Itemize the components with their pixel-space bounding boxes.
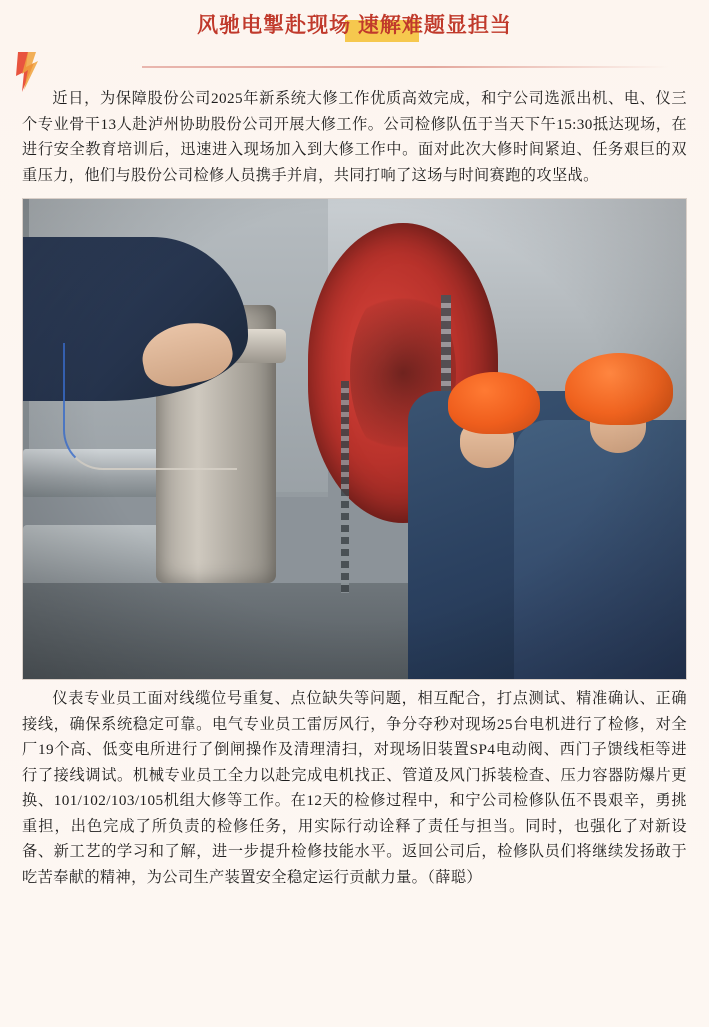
article-paragraph-2: 仪表专业员工面对线缆位号重复、点位缺失等问题，相互配合，打点测试、精准确认、正确接线，确保系统稳定可靠。电气专业员工雷厉风行，争分夺秒对现场25台电机进行了检修，对全厂19个高、低变电所进行了倒闸操作及清理清扫，对现场旧装置SP4电动阀、西门子馈线柜等进行了接线调试。机械专业员工全力以赴完成电机找正、管道及风门拆装检查、压力容器防爆片更换、101/102/103/105机组大修等工作。在12天的检修过程中，和宁公司检修队伍不畏艰辛，勇挑重担，出色完成了所负责的检修任务，用实际行动诠释了责任与担当。同时，也强化了对新设备、新工艺的学习和了解，进一步提升检修技能水平。返回公司后，检修队员们将继续发扬敢于吃苦奉献的精神，为公司生产装置安全稳定运行贡献力量。（薛聪）: [22, 690, 687, 886]
photo-scene: [23, 199, 686, 679]
ribbon-flame-icon: [14, 52, 44, 92]
title-wrapper: [197, 12, 512, 40]
article-header: [0, 0, 709, 86]
page-title: 风驰电掣赴现场 速解难题显担当: [197, 14, 512, 37]
article-paragraph-1: 近日，为保障股份公司2025年新系统大修工作优质高效完成，和宁公司选派出机、电、仪三个专业骨干13人赴泸州协助股份公司开展大修工作。公司检修队伍于当天下午15:30抵达现场，在进行安全教育培训后，迅速进入现场加入到大修工作中。面对此次大修时间紧迫、任务艰巨的双重压力，他们与股份公司检修人员携手并肩，共同打响了这场与时间赛跑的攻坚战。: [22, 90, 687, 184]
article-body: [0, 86, 709, 890]
header-divider: [142, 66, 669, 68]
photo-vignette: [23, 199, 686, 679]
article-photo: [22, 198, 687, 680]
